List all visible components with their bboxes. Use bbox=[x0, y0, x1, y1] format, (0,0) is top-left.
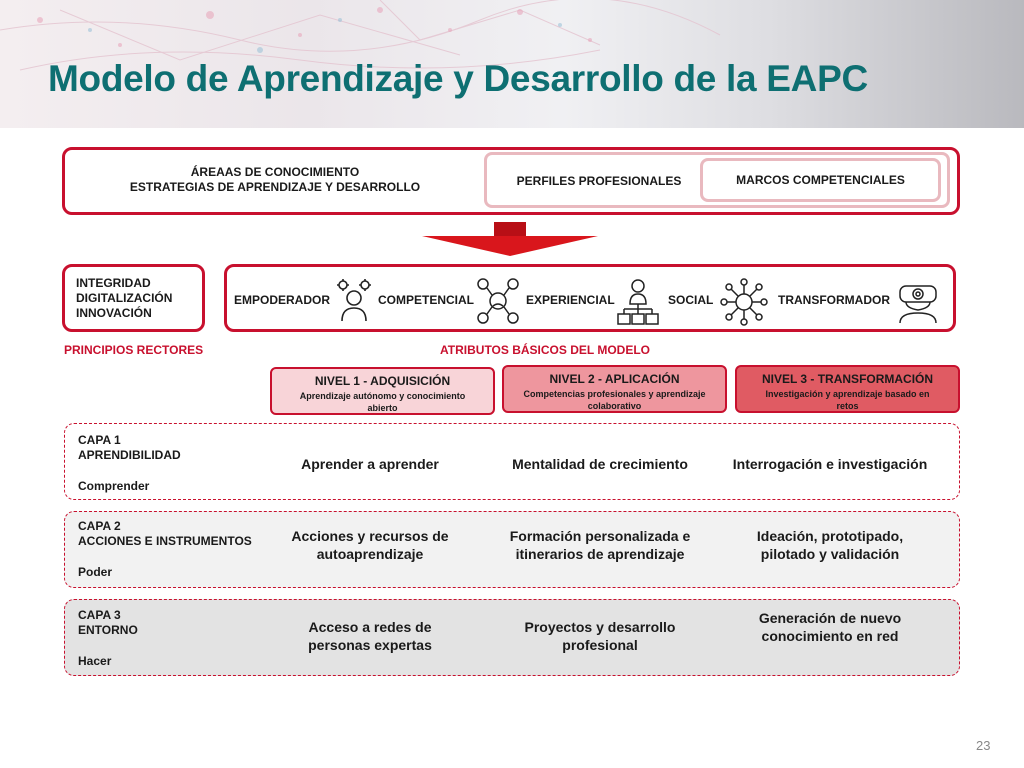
level-3-title: NIVEL 3 - TRANSFORMACIÓN bbox=[761, 372, 934, 386]
level-1-box bbox=[270, 367, 495, 415]
marcos-competenciales-box bbox=[700, 158, 941, 202]
level-2-subtitle: Competencias profesionales y aprendizaje colaborativo bbox=[523, 389, 706, 411]
layer-1-label bbox=[78, 433, 181, 494]
principles-label: PRINCIPIOS RECTORES bbox=[64, 343, 204, 357]
layer-2 bbox=[64, 511, 960, 588]
layer-2-label bbox=[78, 519, 252, 580]
level-1-subtitle: Aprendizaje autónomo y conocimiento abierto bbox=[299, 391, 466, 413]
layer-3-label bbox=[78, 608, 138, 669]
layer-3-cell-1: Acceso a redes de personas expertas bbox=[308, 619, 432, 653]
layer-3-cell-2: Proyectos y desarrollo profesional bbox=[524, 619, 676, 653]
perfiles-profesionales: PERFILES PROFESIONALES bbox=[516, 174, 682, 188]
layer-1-cell-3: Interrogación e investigación bbox=[732, 456, 928, 472]
attr-social: SOCIAL bbox=[668, 293, 714, 307]
layer-1-cell-1: Aprender a aprender bbox=[301, 456, 439, 472]
page-title: Modelo de Aprendizaje y Desarrollo de la EAPC bbox=[48, 58, 868, 99]
empowerment-person-gears-icon bbox=[336, 278, 372, 322]
knowledge-areas-line2: ESTRATEGIAS DE APRENDIZAJE Y DESARROLLO bbox=[129, 180, 421, 194]
principles-list bbox=[76, 276, 172, 321]
layer-1-name: APRENDIBILIDAD bbox=[78, 448, 181, 462]
principle-innovacion: INNOVACIÓN bbox=[76, 306, 152, 320]
attr-competencial: COMPETENCIAL bbox=[378, 293, 474, 307]
layer-2-cell-3: Ideación, prototipado, pilotado y validación bbox=[756, 528, 904, 562]
layer-3-cell-3: Generación de nuevo conocimiento en red bbox=[758, 610, 902, 644]
layer-1 bbox=[64, 423, 960, 500]
knowledge-areas-line1: ÁREAAS DE CONOCIMIENTO bbox=[190, 165, 360, 179]
level-3-box bbox=[735, 365, 960, 413]
attr-transformador: TRANSFORMADOR bbox=[778, 293, 890, 307]
layer-3 bbox=[64, 599, 960, 676]
layer-3-number: CAPA 3 bbox=[78, 608, 121, 622]
layer-3-name: ENTORNO bbox=[78, 623, 138, 637]
layer-1-cell-2: Mentalidad de crecimiento bbox=[512, 456, 688, 472]
experience-team-icon bbox=[616, 278, 660, 326]
attr-empoderador: EMPODERADOR bbox=[234, 293, 331, 307]
layer-2-verb: Poder bbox=[78, 565, 113, 579]
competency-network-people-icon bbox=[476, 278, 520, 324]
layer-1-verb: Comprender bbox=[78, 479, 150, 493]
layer-2-cell-2: Formación personalizada e itinerarios de aprendizaje bbox=[509, 528, 691, 562]
level-2-box bbox=[502, 365, 727, 413]
down-arrow-icon bbox=[422, 222, 598, 256]
marcos-competenciales: MARCOS COMPETENCIALES bbox=[736, 172, 905, 187]
layer-3-verb: Hacer bbox=[78, 654, 112, 668]
social-connections-icon bbox=[720, 278, 768, 326]
level-3-subtitle: Investigación y aprendizaje basado en retos bbox=[765, 389, 930, 411]
layer-1-number: CAPA 1 bbox=[78, 433, 121, 447]
principle-integridad: INTEGRIDAD bbox=[76, 276, 151, 290]
level-2-title: NIVEL 2 - APLICACIÓN bbox=[549, 372, 680, 386]
layer-2-number: CAPA 2 bbox=[78, 519, 121, 533]
level-1-title: NIVEL 1 - ADQUISICIÓN bbox=[314, 374, 451, 388]
layer-2-cell-1: Acciones y recursos de autoaprendizaje bbox=[291, 528, 449, 562]
page-number: 23 bbox=[976, 738, 991, 753]
attr-experiencial: EXPERIENCIAL bbox=[526, 293, 615, 307]
layer-2-name: ACCIONES E INSTRUMENTOS bbox=[78, 534, 252, 548]
transformer-vr-headset-icon bbox=[896, 278, 940, 324]
knowledge-areas-text bbox=[80, 165, 470, 195]
attributes-label: ATRIBUTOS BÁSICOS DEL MODELO bbox=[440, 343, 651, 357]
principle-digitalizacion: DIGITALIZACIÓN bbox=[76, 291, 173, 305]
